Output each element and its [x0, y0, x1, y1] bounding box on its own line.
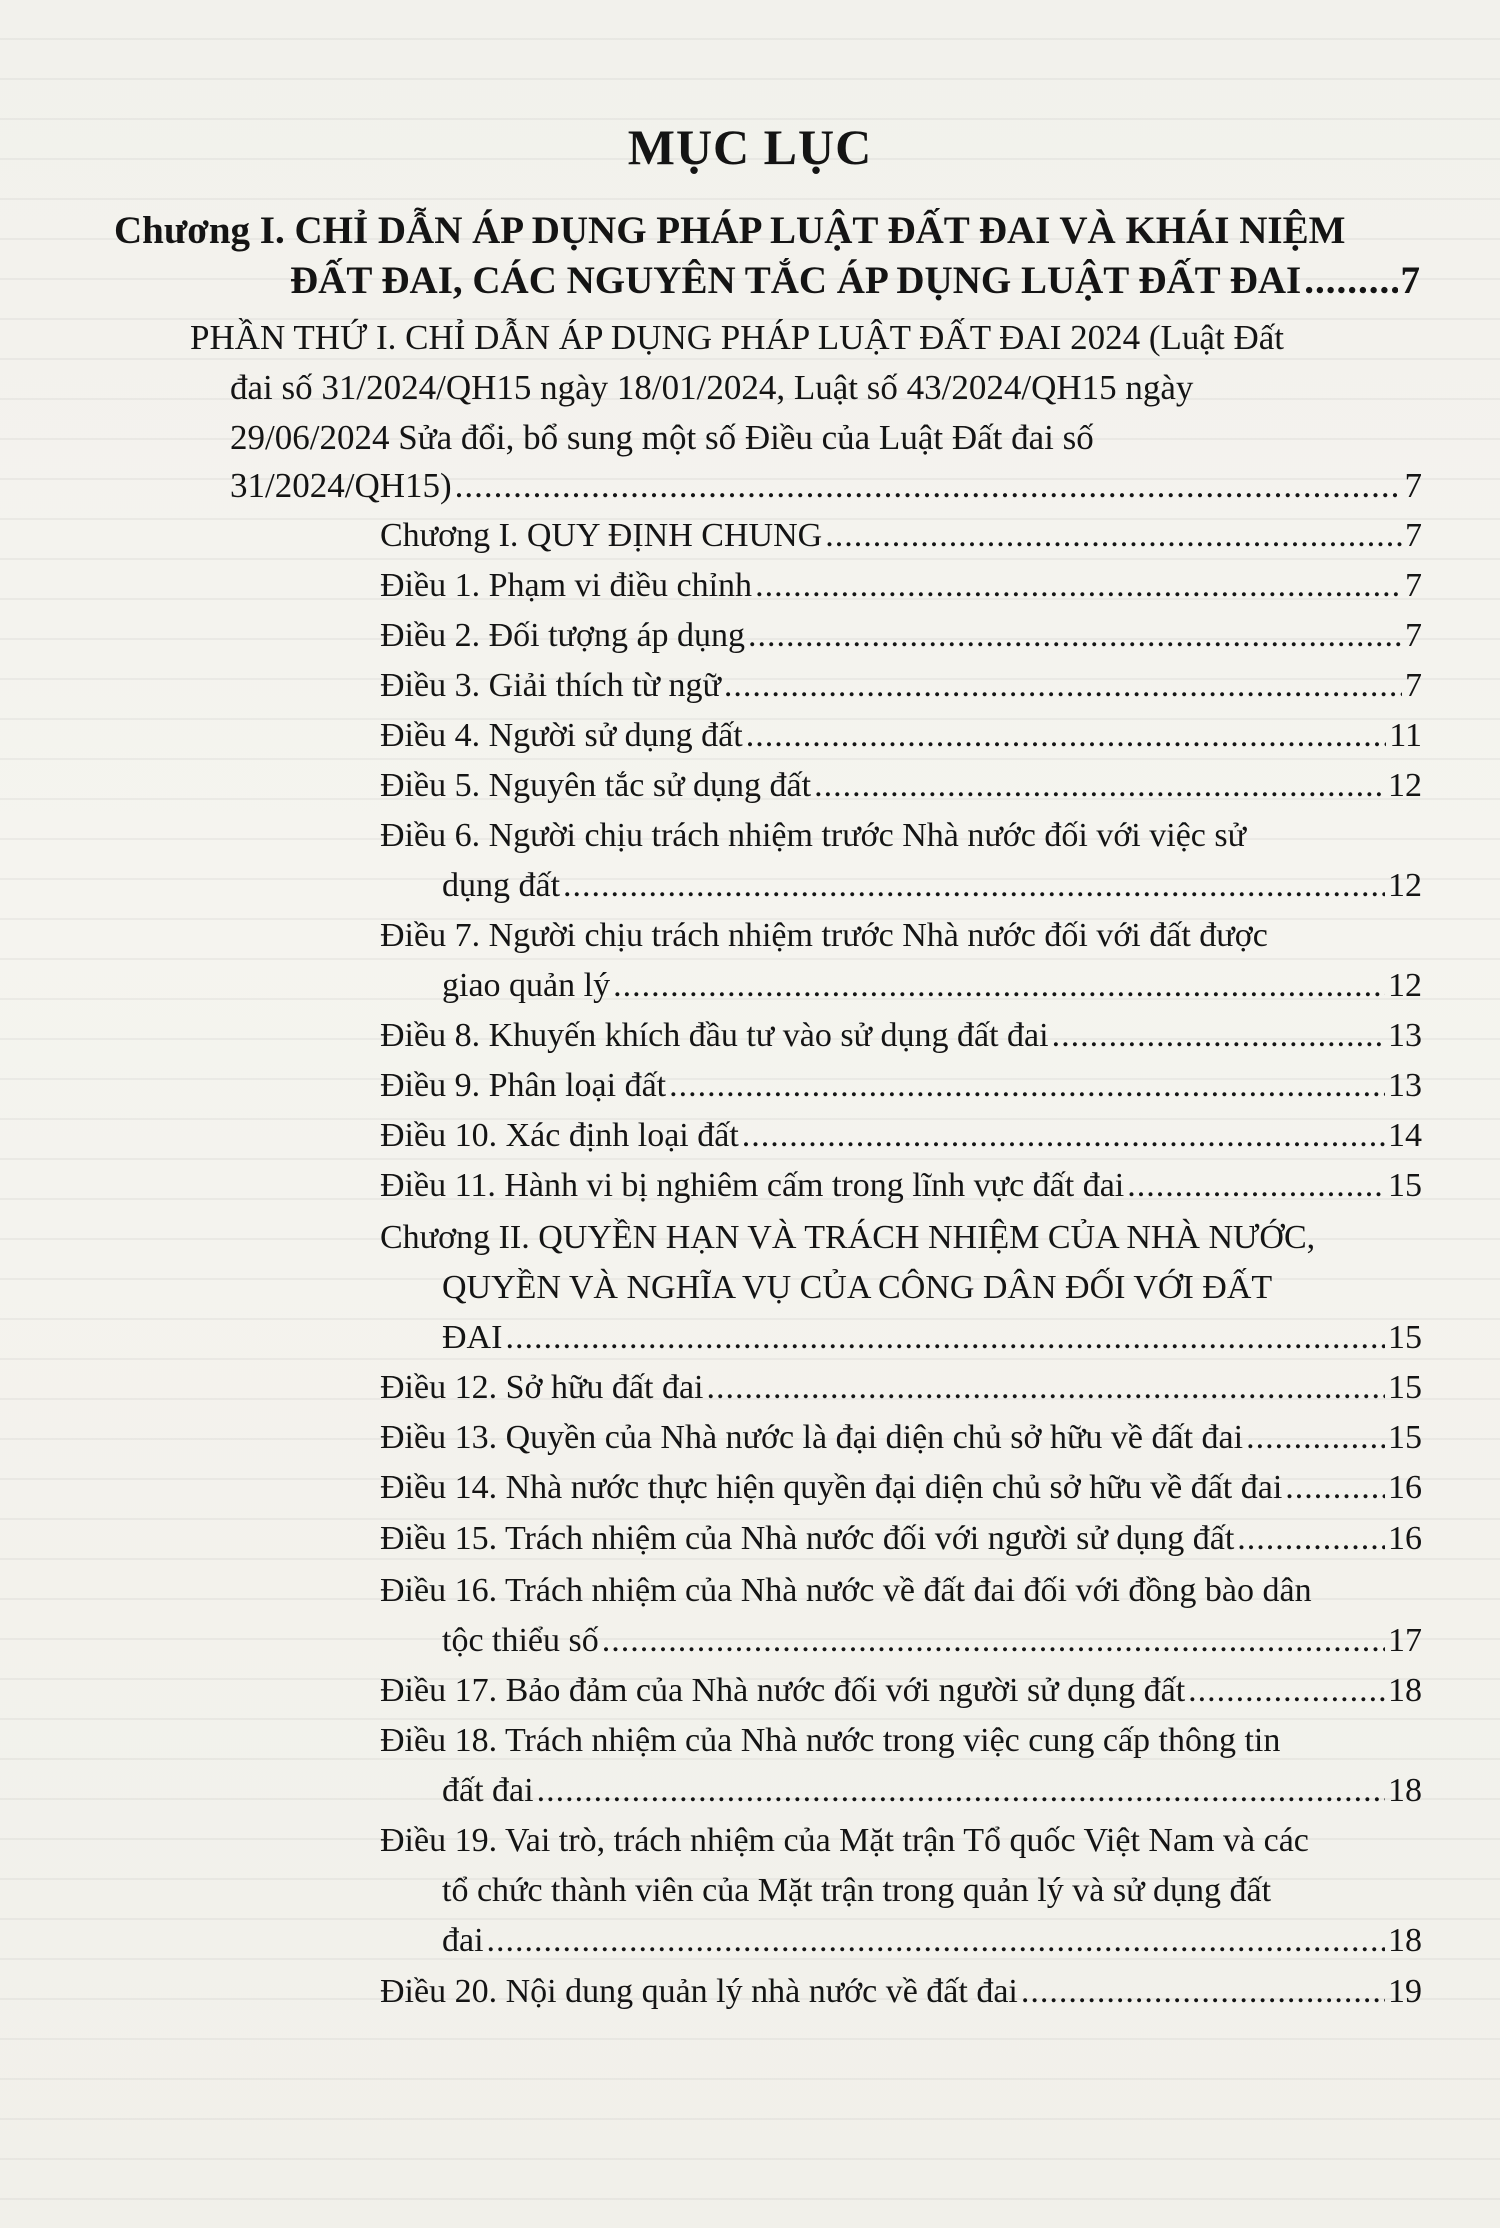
entry-title: Điều 2. Đối tượng áp dụng [380, 617, 746, 654]
entry-title: Điều 4. Người sử dụng đất [380, 717, 743, 754]
page-number: 11 [1389, 717, 1422, 754]
entry-title-line-2: QUYỀN VÀ NGHĨA VỤ CỦA CÔNG DÂN ĐỐI VỚI ĐẤT [442, 1269, 1273, 1306]
entry-title: Điều 14. Nhà nước thực hiện quyền đại diện chủ sở hữu về đất đai [380, 1469, 1283, 1506]
entry-title: Điều 5. Nguyên tắc sử dụng đất [380, 767, 812, 804]
dot-leader [1304, 258, 1397, 303]
page-title: MỤC LỤC [627, 119, 873, 175]
dot-leader [706, 1369, 1385, 1407]
page-number: 13 [1388, 1017, 1422, 1054]
entry-title-line-1: Điều 7. Người chịu trách nhiệm trước Nhà nước đối với đất được [380, 917, 1268, 954]
page-number: 16 [1388, 1469, 1422, 1506]
page-number: 18 [1388, 1772, 1422, 1809]
entry-title: giao quản lý [442, 967, 611, 1004]
entry-title: Điều 3. Giải thích từ ngữ [380, 667, 721, 704]
dot-leader [455, 466, 1402, 506]
dot-leader [613, 967, 1385, 1005]
dot-leader [746, 717, 1387, 755]
page-number: 7 [1400, 259, 1420, 302]
toc-entry[interactable] [380, 1419, 1422, 1457]
dot-leader [742, 1117, 1385, 1155]
dot-leader [1285, 1469, 1385, 1507]
toc-entry[interactable] [442, 967, 1422, 1005]
chapter-heading-line-2: ĐẤT ĐAI, CÁC NGUYÊN TẮC ÁP DỤNG LUẬT ĐẤT ĐAI [290, 259, 1302, 302]
dot-leader [755, 567, 1402, 605]
page-number: 7 [1405, 617, 1422, 654]
dot-leader [814, 767, 1385, 805]
dot-leader [487, 1922, 1385, 1960]
dot-leader [563, 867, 1385, 905]
page-number: 16 [1388, 1520, 1422, 1557]
page-number: 17 [1388, 1622, 1422, 1659]
toc-entry[interactable] [380, 517, 1422, 555]
toc-entry[interactable] [380, 1520, 1422, 1558]
part-heading-line-3: 29/06/2024 Sửa đổi, bổ sung một số Điều của Luật Đất đai số [230, 418, 1094, 457]
page-number: 7 [1405, 517, 1422, 554]
page-number: 19 [1388, 1973, 1422, 2010]
page-number: 13 [1388, 1067, 1422, 1104]
page-number: 15 [1388, 1419, 1422, 1456]
dot-leader [1127, 1167, 1385, 1205]
toc-entry[interactable] [442, 1622, 1422, 1660]
toc-entry[interactable] [380, 1067, 1422, 1105]
dot-leader [505, 1319, 1385, 1357]
page-number: 12 [1388, 867, 1422, 904]
entry-title: Điều 12. Sở hữu đất đai [380, 1369, 704, 1406]
entry-title: Điều 8. Khuyến khích đầu tư vào sử dụng đất đai [380, 1017, 1049, 1054]
entry-title: Điều 17. Bảo đảm của Nhà nước đối với người sử dụng đất [380, 1672, 1186, 1709]
dot-leader [669, 1067, 1385, 1105]
toc-entry[interactable] [442, 1772, 1422, 1810]
page-number: 7 [1404, 466, 1422, 505]
entry-title-line-1: Chương II. QUYỀN HẠN VÀ TRÁCH NHIỆM CỦA NHÀ NƯỚC, [380, 1219, 1316, 1256]
toc-entry[interactable] [442, 867, 1422, 905]
entry-title: đai [442, 1922, 484, 1959]
entry-title: tộc thiểu số [442, 1622, 599, 1659]
toc-entry[interactable] [380, 667, 1422, 705]
page-number: 7 [1405, 667, 1422, 704]
page-number: 15 [1388, 1319, 1422, 1356]
page-number: 15 [1388, 1369, 1422, 1406]
page-number: 15 [1388, 1167, 1422, 1204]
entry-title: ĐAI [442, 1319, 503, 1356]
page-number: 18 [1388, 1672, 1422, 1709]
toc-entry[interactable] [380, 567, 1422, 605]
toc-entry[interactable] [380, 1117, 1422, 1155]
page-number: 18 [1388, 1922, 1422, 1959]
entry-title-line-1: Điều 16. Trách nhiệm của Nhà nước về đất đai đối với đồng bào dân [380, 1572, 1312, 1609]
entry-title: Điều 20. Nội dung quản lý nhà nước về đất đai [380, 1973, 1018, 2010]
dot-leader [1237, 1520, 1385, 1558]
dot-leader [748, 617, 1402, 655]
entry-title-line-1: Điều 6. Người chịu trách nhiệm trước Nhà nước đối với việc sử [380, 817, 1247, 854]
page-number: 7 [1405, 567, 1422, 604]
toc-entry[interactable] [380, 1017, 1422, 1055]
part-heading-line-1: PHẦN THỨ I. CHỈ DẪN ÁP DỤNG PHÁP LUẬT ĐẤT ĐAI 2024 (Luật Đất [190, 318, 1284, 357]
entry-title: Điều 11. Hành vi bị nghiêm cấm trong lĩnh vực đất đai [380, 1167, 1125, 1204]
toc-entry[interactable] [442, 1319, 1422, 1357]
dot-leader [1052, 1017, 1385, 1055]
page-number: 12 [1388, 767, 1422, 804]
toc-entry[interactable] [380, 1469, 1422, 1507]
dot-leader [1188, 1672, 1385, 1710]
page-number: 14 [1388, 1117, 1422, 1154]
dot-leader [602, 1622, 1385, 1660]
toc-entry[interactable] [380, 1672, 1422, 1710]
toc-entry[interactable] [380, 1167, 1422, 1205]
entry-title: Điều 13. Quyền của Nhà nước là đại diện chủ sở hữu về đất đai [380, 1419, 1244, 1456]
entry-title: Điều 10. Xác định loại đất [380, 1117, 739, 1154]
toc-entry[interactable] [380, 717, 1422, 755]
toc-entry[interactable] [442, 1922, 1422, 1960]
dot-leader [537, 1772, 1385, 1810]
toc-entry[interactable] [380, 617, 1422, 655]
dot-leader [724, 667, 1402, 705]
entry-title: Điều 9. Phân loại đất [380, 1067, 667, 1104]
entry-title-line-1: Điều 18. Trách nhiệm của Nhà nước trong việc cung cấp thông tin [380, 1722, 1281, 1759]
entry-title: Điều 1. Phạm vi điều chỉnh [380, 567, 753, 604]
part-heading-line-2: đai số 31/2024/QH15 ngày 18/01/2024, Luật số 43/2024/QH15 ngày [230, 368, 1194, 407]
entry-title-line-2: tổ chức thành viên của Mặt trận trong quản lý và sử dụng đất [442, 1872, 1272, 1909]
toc-entry-chapter-1[interactable] [290, 258, 1420, 303]
toc-entry[interactable] [380, 767, 1422, 805]
toc-entry[interactable] [380, 1369, 1422, 1407]
entry-title: Điều 15. Trách nhiệm của Nhà nước đối với người sử dụng đất [380, 1520, 1235, 1557]
entry-title: Chương I. QUY ĐỊNH CHUNG [380, 517, 823, 554]
entry-title: đất đai [442, 1772, 534, 1809]
entry-title-line-1: Điều 19. Vai trò, trách nhiệm của Mặt trận Tổ quốc Việt Nam và các [380, 1822, 1309, 1859]
dot-leader [825, 517, 1402, 555]
part-heading-line-4: 31/2024/QH15) [230, 466, 452, 505]
entry-title: dụng đất [442, 867, 561, 904]
dot-leader [1021, 1973, 1385, 2011]
chapter-heading-line-1: Chương I. CHỈ DẪN ÁP DỤNG PHÁP LUẬT ĐẤT ĐAI VÀ KHÁI NIỆM [114, 209, 1346, 252]
toc-entry-part-1[interactable] [230, 466, 1422, 506]
dot-leader [1246, 1419, 1385, 1457]
page-number: 12 [1388, 967, 1422, 1004]
toc-entry[interactable] [380, 1973, 1422, 2011]
